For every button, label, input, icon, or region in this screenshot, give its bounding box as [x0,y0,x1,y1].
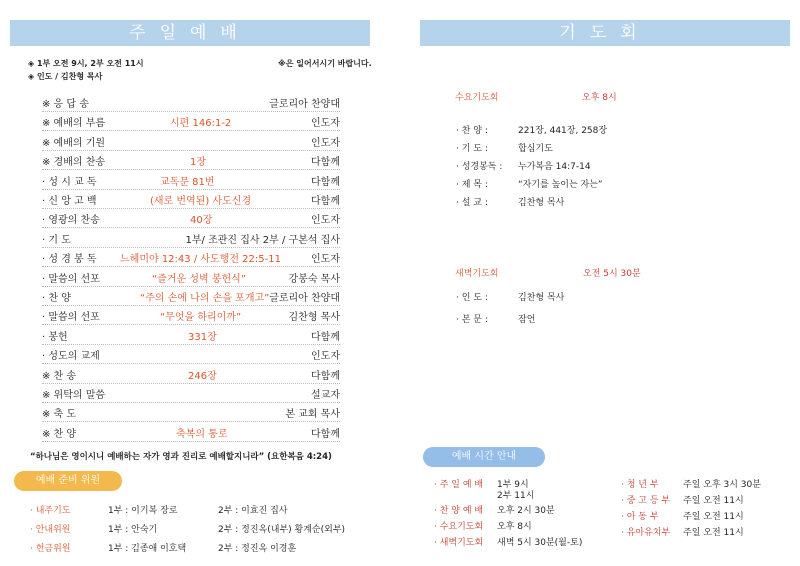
order-label: · 말씀의 선포 [42,312,100,324]
order-row [42,383,340,403]
schedule-right-detail: 주일 오전 11시 [683,496,744,506]
order-row [42,228,340,248]
schedule-right-name: · 유아유치부 [621,528,671,538]
committee-role: · 헌금위원 [30,544,71,554]
order-person: 다함께 [311,157,340,169]
order-person: 설교자 [311,390,340,401]
wed-item-key: · 설 교 : [456,198,488,208]
schedule-title: 예배 시간 안내 [423,447,545,467]
wed-time: 오후 8시 [582,93,617,103]
order-detail: 교독문 81번 [160,176,215,188]
wed-item-value: 221장, 441장, 258장 [518,126,608,136]
order-person: 본 교회 목사 [285,409,340,421]
committee-first: 1부 : 이기복 장로 [108,506,178,516]
order-detail: 느헤미야 12:43 / 사도행전 22:5-11 [120,254,281,266]
dawn-item-key: · 본 문 : [456,315,488,325]
order-person: 인도자 [311,137,340,149]
committee-second: 2부 : 정진옥(내부) 황계순(외부) [218,525,346,535]
dawn-item-value: 김찬형 목사 [518,293,565,303]
dawn-item-value: 잠언 [518,315,536,325]
order-detail: 246장 [188,370,217,382]
order-label: · 기 도 [42,234,71,246]
schedule-left-detail: 1부 9시 [497,480,529,490]
schedule-right-detail: 주일 오전 11시 [683,528,744,538]
schedule-left-detail: 오후 8시 [497,522,532,532]
order-detail: 1장 [190,157,207,169]
order-row [42,364,340,384]
order-detail: “즐거운 성벽 봉헌식” [152,273,246,285]
committee-first: 1부 : 김종애 이호택 [108,544,187,554]
schedule-right-name: · 중 고 등 부 [621,496,671,506]
order-row [42,305,340,325]
order-label: · 신 앙 고 백 [42,196,97,207]
schedule-left-detail: 2부 11시 [497,491,535,501]
order-person: 다함께 [311,176,340,188]
order-detail: 40장 [190,215,213,227]
order-row [42,286,340,306]
wed-item-key: · 기 도 : [456,144,488,154]
schedule-right-detail: 주일 오전 11시 [683,512,744,522]
dawn-item-key: · 인 도 : [456,293,488,303]
order-person: 인도자 [311,254,340,266]
order-person: 김찬형 목사 [288,312,340,324]
schedule-right-detail: 주일 오후 3시 30분 [683,480,761,490]
order-label: ※ 응 답 송 [42,99,89,110]
dawn-time: 오전 5시 30분 [583,269,641,279]
schedule-right-name: · 청 년 부 [621,480,659,490]
order-person: 인도자 [311,351,340,363]
order-label: · 성 경 봉 독 [42,254,97,266]
wed-item-value: 누가복음 14:7-14 [518,162,591,172]
order-person: 글로리아 찬양대 [269,293,340,304]
worship-banner: 주일예배 [10,20,370,46]
order-row [42,208,340,228]
wed-item-key: · 제 목 : [456,180,488,190]
order-row [42,92,340,112]
order-label: ※ 예배의 기원 [42,137,106,149]
prayer-banner: 기도회 [420,20,790,46]
order-label: · 찬 양 [42,293,71,304]
order-label: · 말씀의 선포 [42,273,100,285]
stand-note: ※은 일어서시기 바랍니다. [278,59,372,68]
committee-role: · 내주기도 [30,506,71,516]
schedule-left-name: · 주 일 예 배 [434,480,484,490]
wed-item-value: 합심기도 [518,144,553,154]
wed-item-value: “자기를 높이는 자는” [518,180,603,190]
order-row [42,344,340,364]
order-detail: “주의 손에 나의 손을 포개고” [140,293,270,304]
committee-second: 2부 : 정진옥 이경훈 [218,544,297,554]
wed-item-key: · 성경봉독 : [456,162,503,172]
order-detail: 축복의 통로 [176,428,228,440]
order-person: 다함께 [311,331,340,343]
committee-role: · 안내위원 [30,525,71,535]
wed-title: 수요기도회 [455,93,499,103]
order-label: · 성 시 교 독 [42,176,97,188]
order-person: 다함께 [311,428,340,440]
schedule-left-detail: 오후 2시 30분 [497,506,555,516]
order-label: · 성도의 교제 [42,351,100,363]
order-row [42,325,340,345]
order-detail: “무엇을 하리이까” [160,312,242,324]
leader-line: ◈ 인도 / 김찬형 목사 [28,72,103,81]
order-row [42,402,340,422]
order-label: ※ 예배의 부름 [42,118,106,130]
order-row [42,189,340,209]
schedule-right-name: · 아 동 부 [621,512,659,522]
order-label: ※ 찬 송 [42,370,77,382]
order-row [42,247,340,267]
order-row [42,267,340,287]
service-times: ◈ 1부 오전 9시, 2부 오전 11시 [28,59,144,68]
committee-title: 예배 준비 위원 [14,471,122,491]
order-row [42,170,340,190]
order-row [42,111,340,131]
order-person: 글로리아 찬양대 [269,99,340,110]
committee-first: 1부 : 안숙기 [108,525,158,535]
dawn-title: 새벽기도회 [455,269,499,279]
order-person: 인도자 [311,215,340,227]
order-label: ※ 경배의 찬송 [42,157,106,169]
order-detail: 331장 [188,331,217,343]
committee-second: 2부 : 이효진 집사 [218,506,288,516]
order-detail: 시편 146:1-2 [170,118,232,130]
order-person: 인도자 [311,118,340,130]
order-person: 강봉숙 목사 [288,273,340,285]
schedule-left-name: · 새벽기도회 [434,538,484,548]
wed-item-key: · 찬 양 : [456,126,488,136]
schedule-left-name: · 수요기도회 [434,522,484,532]
scripture-quote: “하나님은 영이시니 예배하는 자가 영과 진리로 예배할지니라” (요한복음 4:24) [30,452,332,462]
schedule-left-detail: 새벽 5시 30분(월-토) [497,538,583,548]
order-person: 다함께 [311,370,340,382]
schedule-left-name: · 찬 양 예 배 [434,506,484,516]
order-label: ※ 위탁의 말씀 [42,390,106,401]
order-label: · 봉헌 [42,331,68,343]
order-label: · 영광의 찬송 [42,215,100,227]
order-person: 1부/ 조관진 집사 2부 / 구본석 집사 [185,234,340,246]
order-detail: (새로 번역된) 사도신경 [150,196,252,207]
order-row [42,131,340,151]
wed-item-value: 김찬형 목사 [518,198,565,208]
order-row [42,422,340,442]
order-label: ※ 찬 양 [42,428,77,440]
order-label: ※ 축 도 [42,409,77,421]
order-row [42,150,340,170]
order-person: 다함께 [311,196,340,207]
